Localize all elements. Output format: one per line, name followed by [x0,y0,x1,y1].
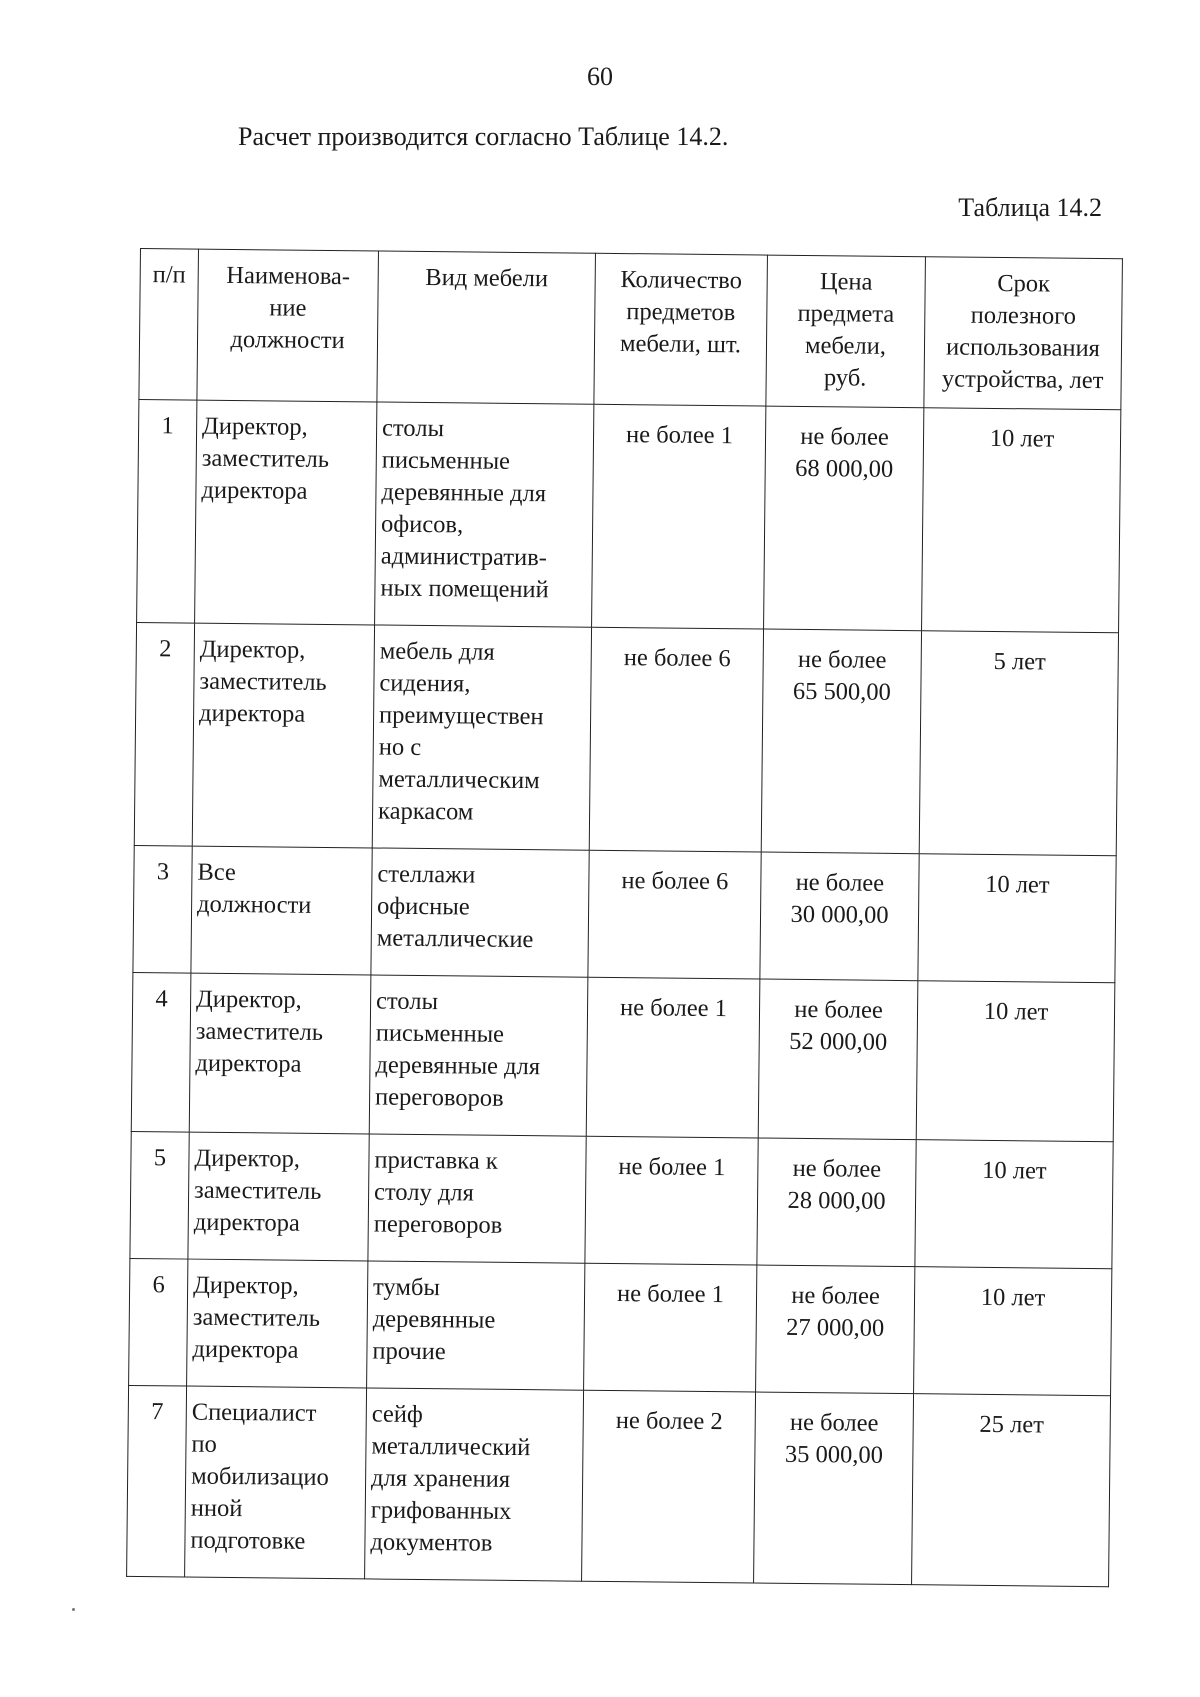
cell-num: 3 [133,845,192,973]
cell-price: не более 35 000,00 [754,1392,914,1585]
cell-term: 10 лет [916,981,1115,1142]
cell-term: 25 лет [912,1394,1111,1587]
cell-quantity: не более 6 [588,850,761,979]
cell-price: не более 28 000,00 [757,1138,916,1267]
cell-price: не более 52 000,00 [758,979,918,1140]
header-cell-furniture: Вид мебели [377,251,596,404]
cell-quantity: не более 6 [589,627,763,852]
cell-price: не более 65 500,00 [761,629,921,854]
cell-position: Директор, заместитель директора [192,623,374,848]
cell-furniture: тумбы деревянные прочие [367,1261,585,1390]
table-row [131,972,1115,1141]
furniture-table [126,248,1123,1587]
furniture-table-container [126,248,1122,1587]
header-cell-term: Срок полезного использования устройства, лет [924,257,1123,410]
cell-term: 10 лет [914,1267,1112,1396]
cell-furniture: мебель для сидения, преимуществен но с металлическим каркасом [372,625,591,850]
header-cell-position: Наименова- ние должности [197,249,379,402]
cell-term: 10 лет [918,854,1116,983]
table-row [129,1258,1112,1395]
cell-position: Все должности [191,846,372,975]
header-cell-price: Цена предмета мебели, руб. [766,255,926,408]
cell-num: 4 [131,972,191,1132]
cell-quantity: не более 1 [586,977,760,1138]
cell-term: 10 лет [922,408,1121,633]
table-header-row [139,249,1123,410]
table-row [130,1131,1113,1268]
cell-price: не более 30 000,00 [760,852,919,981]
cell-quantity: не более 1 [585,1136,758,1265]
cell-term: 10 лет [915,1140,1113,1269]
cell-quantity: не более 2 [582,1390,756,1583]
cell-num: 6 [129,1258,188,1386]
scan-speck [72,1608,75,1611]
cell-furniture: приставка к столу для переговоров [368,1134,586,1263]
cell-quantity: не более 1 [592,404,766,629]
cell-position: Директор, заместитель директора [195,400,377,625]
intro-text: Расчет производится согласно Таблице 14.2. [238,122,729,151]
cell-furniture: стеллажи офисные металлические [371,848,589,977]
table-row [137,399,1121,632]
cell-quantity: не более 1 [584,1263,757,1392]
table-row [133,845,1116,982]
header-cell-num: п/п [139,249,199,401]
cell-term: 5 лет [919,631,1118,856]
header-cell-quantity: Количество предметов мебели, шт. [594,253,768,406]
cell-price: не более 27 000,00 [756,1265,915,1394]
table-row [134,622,1118,855]
cell-position: Директор, заместитель директора [189,973,371,1134]
cell-furniture: столы письменные деревянные для переговоров [369,975,588,1136]
cell-num: 5 [130,1131,189,1259]
cell-price: не более 68 000,00 [764,406,924,631]
cell-furniture: столы письменные деревянные для офисов, административ- ных помещений [375,402,594,627]
cell-num: 7 [127,1385,187,1577]
cell-position: Директор, заместитель директора [188,1132,369,1261]
cell-furniture: сейф металлический для хранения грифованных документов [365,1388,584,1581]
cell-num: 1 [137,399,197,623]
page-number: 60 [587,62,613,91]
cell-num: 2 [134,622,194,846]
cell-position: Директор, заместитель директора [187,1259,368,1388]
cell-position: Специалист по мобилизацио нной подготовке [185,1386,367,1579]
table-row [127,1385,1111,1586]
table-caption: Таблица 14.2 [958,193,1102,222]
